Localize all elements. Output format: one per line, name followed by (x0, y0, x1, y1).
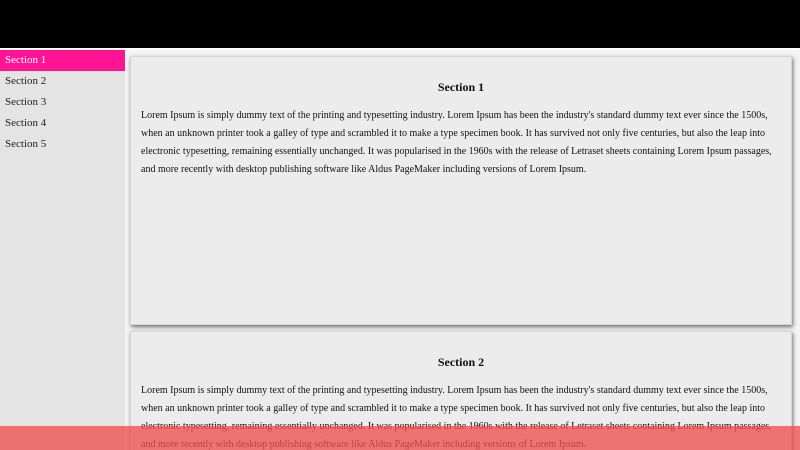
section-title: Section 2 (437, 355, 485, 369)
section-body-text: Lorem Ipsum is simply dummy text of the printing and typesetting industry. Lorem Ipsum has been the industry's standard dummy text ever since the 1500s, when an unknown printer took a galley of type and scrambled it to make a type specimen book. It has survived not only five centuries, but also the leap into (141, 385, 768, 414)
section-body-text: Lorem Ipsum is simply dummy text of the printing and typesetting industry. Lorem Ipsum has been the industry's standard dummy text ever since the 1500s, when an unknown printer took a galley of type and scrambled it to make a type specimen book. It has survived not only five centuries, but also the leap into electronic typesetting, remaining essentially unchanged. It was popularised in the 1960s with the release of Letraset sheets containing Lorem Ipsum passages, and more recently with desktop publishing software like Aldus PageMaker including versions of Lorem Ipsum. (141, 110, 772, 175)
top-header-bar (0, 0, 800, 48)
main-content[interactable] (125, 50, 800, 450)
section-card-1 (130, 56, 792, 325)
section-title: Section 1 (437, 80, 485, 94)
sidebar-nav (0, 50, 125, 450)
sidebar-item-section-5[interactable]: Section 5 (5, 138, 47, 150)
sidebar-item-section-4[interactable]: Section 4 (5, 117, 47, 129)
footer-overlay-bar (0, 426, 800, 450)
sidebar-item-section-3[interactable]: Section 3 (5, 96, 47, 108)
sidebar-item-section-1[interactable]: Section 1 (0, 50, 125, 71)
sidebar-item-section-2[interactable]: Section 2 (5, 75, 47, 87)
